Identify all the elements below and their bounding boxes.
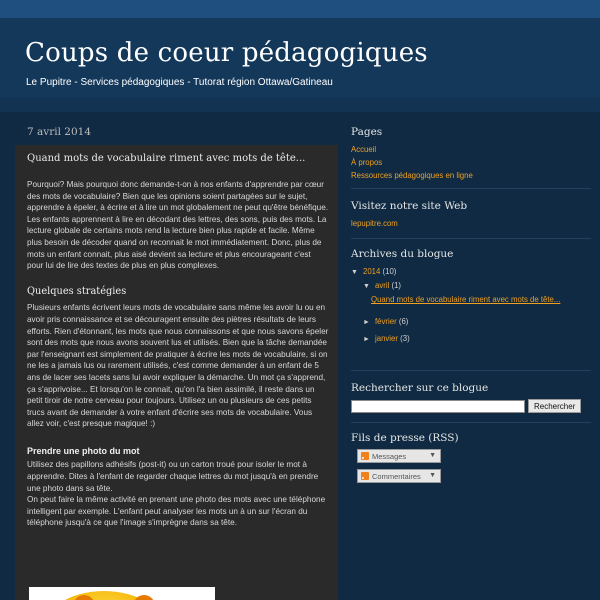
post-paragraph: Pourquoi? Mais pourquoi donc demande-t-on à nos enfants d'apprendre par cœur des mots de vocabulaire? Bien que les opinions soient partagées sur le sujet, apprendre à épeler, à écrire et à lire un mot globalement ne peut qu'être bénéfique. Les enfants apprennent à lire en décodant des lettres, des sons, puis des mots. La lecture globale de certains mots rend la lecture bien plus rapide et facile. Même plus besoin de décoder quand on reconnait le mot immédiatement. Donc, plus de mots un enfant connait, plus aisé devient sa lecture et plus encourageant c'est pour lui de lire des textes de plus en plus complexes. xyxy=(27,180,329,271)
triangle-down-icon[interactable]: ▼ xyxy=(363,283,370,290)
archive-month-count: (3) xyxy=(400,334,410,343)
archive-year-link[interactable]: 2014 xyxy=(363,267,381,276)
smiley-hand-icon xyxy=(133,595,155,600)
pages-widget-title: Pages xyxy=(351,126,383,138)
feed-messages-label: Messages xyxy=(372,451,407,461)
website-link[interactable]: lepupitre.com xyxy=(351,219,398,228)
search-input[interactable] xyxy=(351,400,525,413)
post-paragraph: Plusieurs enfants écrivent leurs mots de vocabulaire sans même les avoir lu ou en avoir pris connaissance et se découragent ensuite des piètres résultats de leurs efforts. Rien d'étonnant, les mots que nous connaissons et que nous savons épeler sont des mots que nous avons souvent lus et utilisés. Bien que la tâche demandée par l'enseignant est simplement de pratiquer à écrire les mots de vocabulaire, si on ne les a jamais lus ou rarement utilisés, c'est comme demander à un enfant de 5 ans de lacer ses lacets sans lui avoir expliquer la démarche. Un mot ça s'apprend, ça s'apprivoise... Et lorsqu'on le connait, qu'on l'a bien assimilé, il reste dans un petit tiroir de notre cerveau pour toujours. Utilisez un ou plusieurs de ces petits trucs avant de demander à votre enfant d'écrire ses mots de vocabulaire. Vous allez voir, c'est presque magique! :) xyxy=(27,303,329,429)
section-heading: Quelques stratégies xyxy=(27,285,127,297)
post-paragraph: On peut faire la même activité en prenant une photo des mots avec une téléphone intelligent par exemple. L'enfant peut analyser les mots un à un sur l'écran du téléphone jusqu'à ce que l'image s'imprègne dans sa tête. xyxy=(27,495,326,528)
divider xyxy=(351,238,591,239)
archive-month-row[interactable] xyxy=(351,279,591,293)
blog-title[interactable]: Coups de coeur pédagogiques xyxy=(25,38,428,68)
page-link-a-propos[interactable]: À propos xyxy=(351,158,383,167)
sub-heading: Prendre une photo du mot xyxy=(27,445,140,456)
search-widget-title: Rechercher sur ce blogue xyxy=(351,382,489,394)
archive-month-link[interactable]: avril xyxy=(375,281,390,290)
chevron-down-icon: ▼ xyxy=(429,452,436,459)
triangle-right-icon[interactable]: ► xyxy=(363,319,370,326)
blog-post xyxy=(15,145,338,600)
post-paragraph: Utilisez des papillons adhésifs (post-it) ou un carton troué pour isoler le mot à apprendre. Dites à l'enfant de regarder chaque lettres du mot jusqu'à en prendre une photo dans sa tête. xyxy=(27,460,319,493)
post-title[interactable]: Quand mots de vocabulaire riment avec mots de tête... xyxy=(27,153,306,164)
rss-icon xyxy=(361,452,369,460)
archive-month-link[interactable]: février xyxy=(375,317,397,326)
post-body xyxy=(27,179,329,538)
top-strip xyxy=(0,0,600,18)
archive-post-link[interactable]: Quand mots de vocabulaire riment avec mots de tête... xyxy=(371,295,561,304)
archive-year-count: (10) xyxy=(382,267,397,276)
blog-description: Le Pupitre - Services pédagogiques - Tutorat région Ottawa/Gatineau xyxy=(26,77,333,88)
archive-month-row[interactable] xyxy=(351,332,591,346)
divider xyxy=(351,370,591,371)
page-link-accueil[interactable]: Accueil xyxy=(351,145,377,154)
archive-month-count: (6) xyxy=(398,317,409,326)
feeds-widget-title: Fils de presse (RSS) xyxy=(351,432,459,444)
search-button[interactable]: Rechercher xyxy=(528,399,581,413)
post-date: 7 avril 2014 xyxy=(27,126,92,138)
archive-month-row[interactable] xyxy=(351,315,591,329)
chevron-down-icon: ▼ xyxy=(429,472,436,479)
visit-widget-title: Visitez notre site Web xyxy=(351,200,468,212)
archive-month-count: (1) xyxy=(391,281,401,290)
divider xyxy=(351,188,591,189)
triangle-right-icon[interactable]: ► xyxy=(363,336,370,343)
post-image xyxy=(29,587,215,600)
feed-messages-dropdown[interactable] xyxy=(357,449,441,463)
main-column xyxy=(15,118,338,600)
rss-icon xyxy=(361,472,369,480)
feed-comments-dropdown[interactable] xyxy=(357,469,441,483)
archive-post-row[interactable] xyxy=(351,293,591,306)
search-form xyxy=(351,399,591,413)
triangle-down-icon[interactable]: ▼ xyxy=(351,269,358,276)
archive-widget-title: Archives du blogue xyxy=(351,248,454,260)
page-link-ressources[interactable]: Ressources pédagogiques en ligne xyxy=(351,171,473,180)
divider xyxy=(351,422,591,423)
header-bottom-band xyxy=(0,98,600,112)
feed-comments-label: Commentaires xyxy=(372,471,421,481)
archive-year-row[interactable] xyxy=(351,265,591,279)
archive-month-link[interactable]: janvier xyxy=(375,334,398,343)
